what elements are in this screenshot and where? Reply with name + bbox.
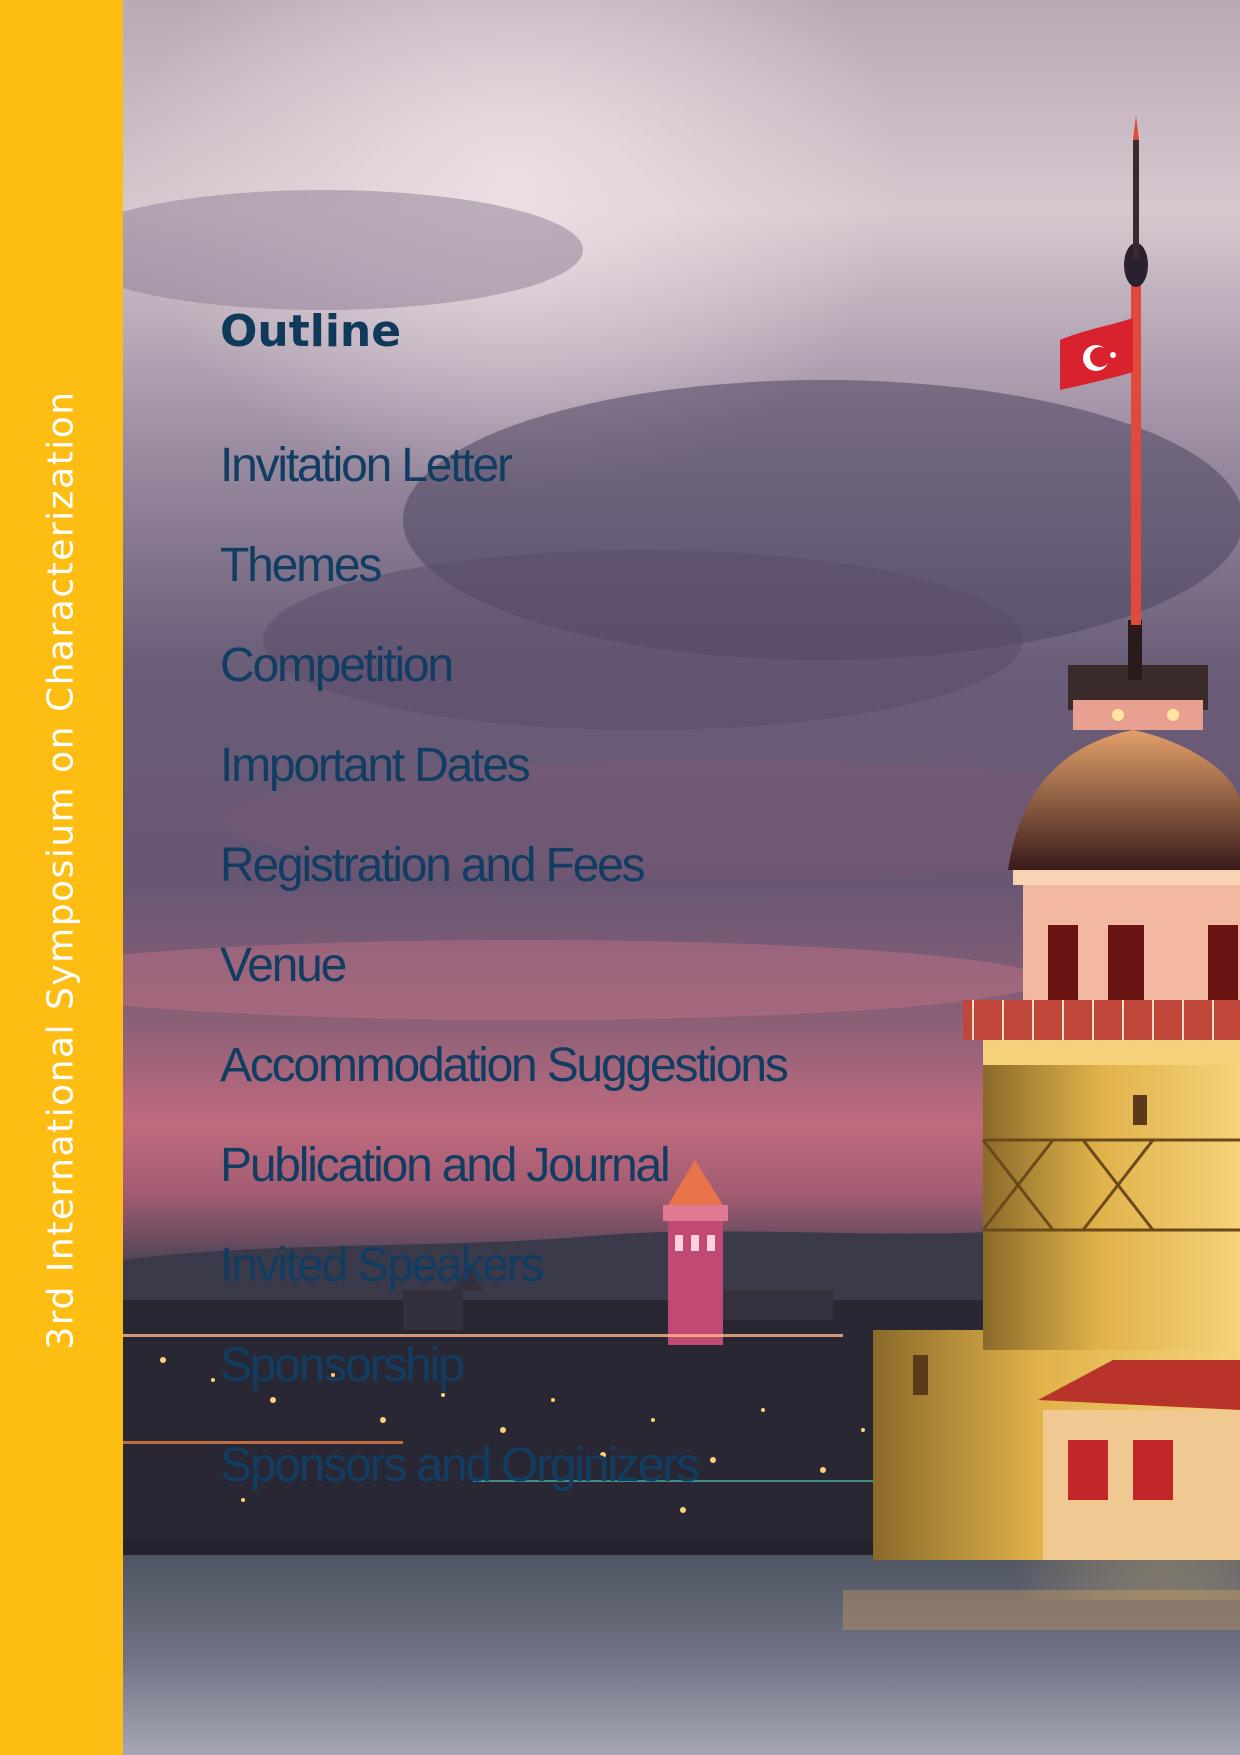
outline-item-themes[interactable]: Themes	[220, 539, 381, 592]
outline-item-important-dates[interactable]: Important Dates	[220, 739, 529, 792]
side-band	[0, 0, 123, 1755]
outline-item-competition[interactable]: Competition	[220, 639, 452, 692]
outline-heading: Outline	[220, 306, 402, 357]
side-title: 3rd International Symposium on Characterization	[40, 390, 82, 1350]
outline-item-invited-speakers[interactable]: Invited Speakers	[220, 1239, 543, 1292]
outline-item-accommodation-suggestions[interactable]: Accommodation Suggestions	[220, 1039, 787, 1092]
outline-item-publication-and-journal[interactable]: Publication and Journal	[220, 1139, 669, 1192]
outline-item-registration-and-fees[interactable]: Registration and Fees	[220, 839, 644, 892]
outline-item-invitation-letter[interactable]: Invitation Letter	[220, 439, 511, 492]
outline-item-sponsorship[interactable]: Sponsorship	[220, 1339, 463, 1392]
outline-item-venue[interactable]: Venue	[220, 939, 346, 992]
outline-item-sponsors-and-orginizers[interactable]: Sponsors and Orginizers	[220, 1439, 698, 1492]
